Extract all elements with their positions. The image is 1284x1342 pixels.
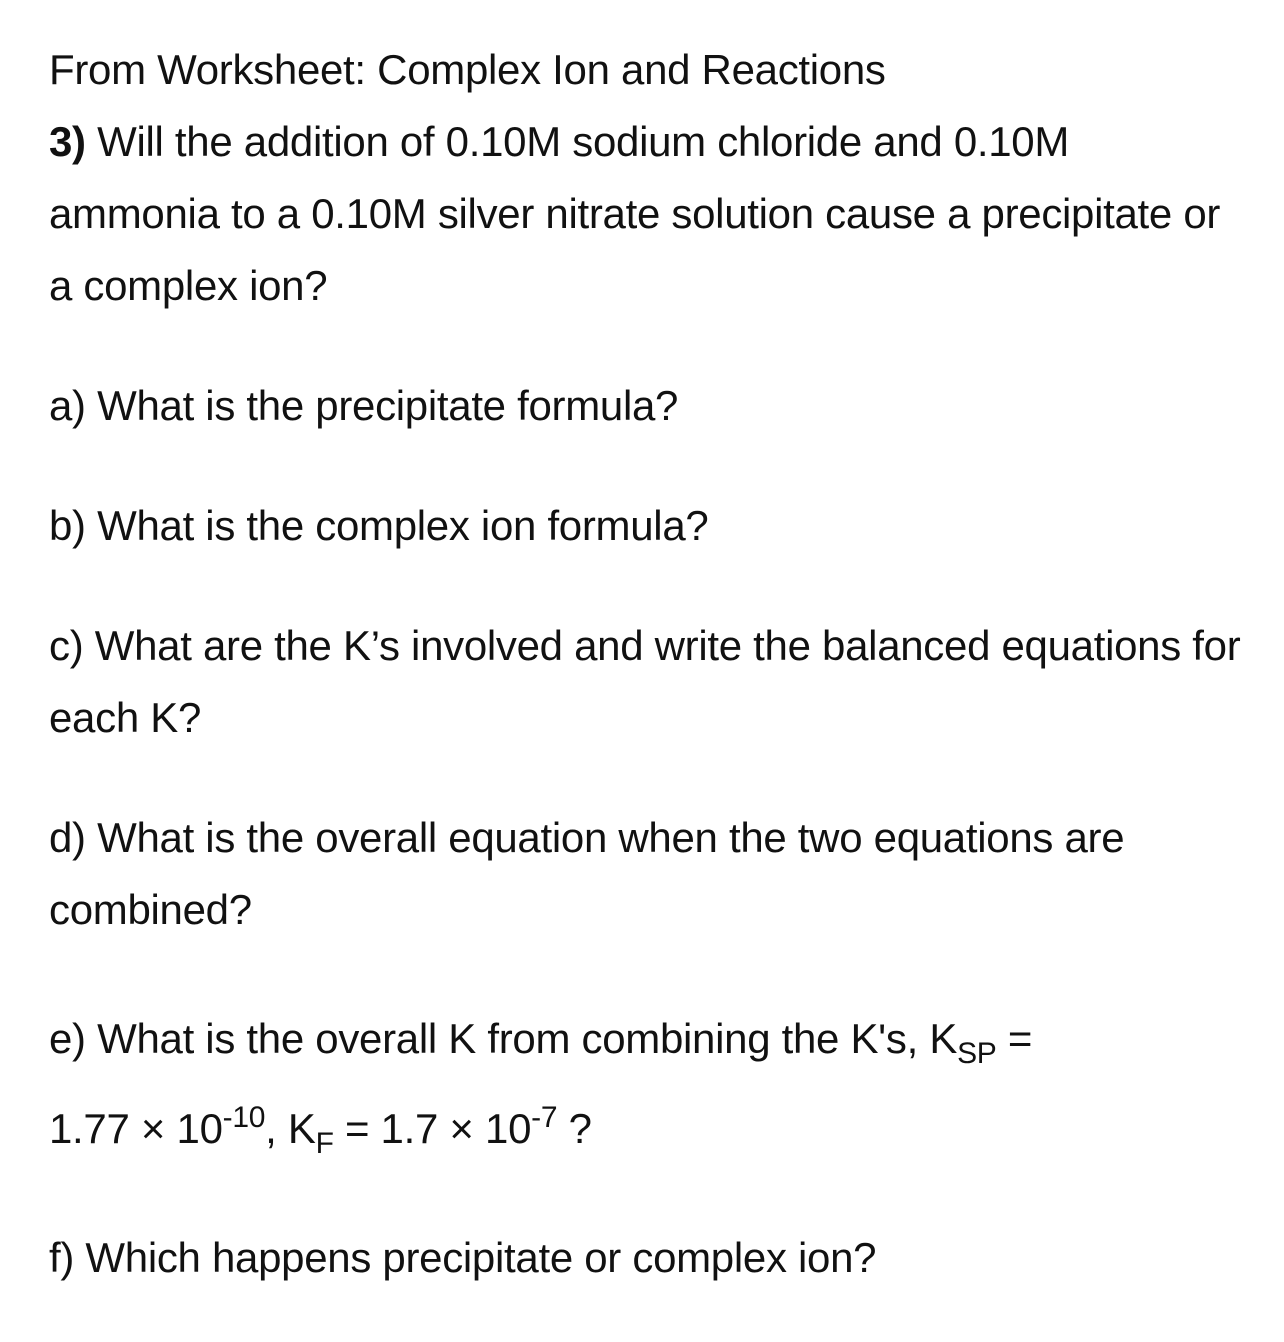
part-d: d) What is the overall equation when the two equations are combined? bbox=[49, 814, 1125, 933]
question-number: 3) bbox=[49, 118, 86, 165]
part-b: b) What is the complex ion formula? bbox=[49, 502, 709, 549]
ksp-value: 1.77 × 10 bbox=[49, 1105, 223, 1152]
worksheet-document bbox=[49, 34, 1249, 1342]
ksp-exponent: -10 bbox=[222, 1101, 266, 1134]
part-a: a) What is the precipitate formula? bbox=[49, 382, 679, 429]
question-3 bbox=[49, 106, 1249, 322]
ksp-equals: = bbox=[996, 1015, 1033, 1062]
kf-value: = 1.7 × 10 bbox=[333, 1105, 532, 1152]
kf-exponent: -7 bbox=[531, 1101, 558, 1134]
part-e bbox=[49, 994, 1249, 1174]
part-f: f) Which happens precipitate or complex ion? bbox=[49, 1234, 877, 1281]
ksp-subscript: SP bbox=[957, 1037, 997, 1070]
part-c: c) What are the K’s involved and write the balanced equations for each K? bbox=[49, 622, 1241, 741]
part-e-end: ? bbox=[557, 1105, 592, 1152]
worksheet-header: From Worksheet: Complex Ion and Reactions bbox=[49, 46, 886, 93]
part-e-intro: e) What is the overall K from combining the K's, K bbox=[49, 1015, 958, 1062]
kf-subscript: F bbox=[315, 1127, 334, 1160]
kf-separator: , K bbox=[265, 1105, 316, 1152]
question-text: Will the addition of 0.10M sodium chloride and 0.10M ammonia to a 0.10M silver nitrate solution cause a precipitate or a complex ion? bbox=[49, 118, 1221, 309]
